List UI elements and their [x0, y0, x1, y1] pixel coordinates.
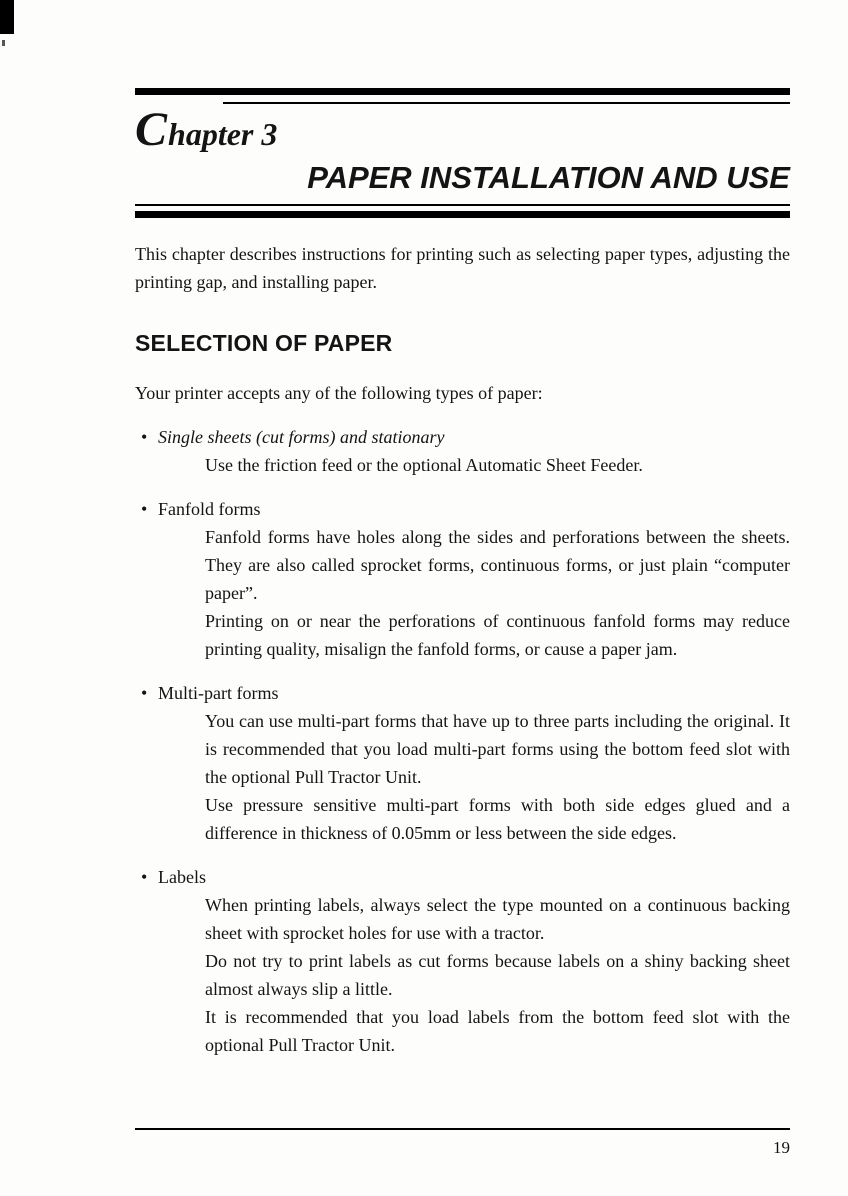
header-rule-thin-top — [223, 102, 790, 104]
list-item-paragraph: Fanfold forms have holes along the sides and perforations between the sheets. They are also called sprocket forms, continuous forms, or just plain “computer paper”. — [205, 526, 790, 603]
list-item-label: Multi-part forms — [158, 682, 279, 703]
list-item-label-line — [135, 495, 790, 523]
bullet-icon: • — [141, 498, 148, 519]
section-lead: Your printer accepts any of the following types of paper: — [135, 382, 543, 403]
list-item-paragraph: It is recommended that you load labels from the bottom feed slot with the optional Pull Tractor Unit. — [205, 1006, 790, 1055]
list-item-label: Fanfold forms — [158, 498, 261, 519]
list-item-paragraph: Printing on or near the perforations of continuous fanfold forms may reduce printing quality, misalign the fanfold forms, or cause a paper jam. — [205, 610, 790, 659]
list-item-single-sheets — [135, 423, 790, 479]
list-item-paragraph: Use the friction feed or the optional Automatic Sheet Feeder. — [205, 454, 643, 475]
header-rule-thin-bottom — [135, 204, 790, 206]
list-item-paragraph: When printing labels, always select the type mounted on a continuous backing sheet with sprocket holes for use with a tractor. — [205, 894, 790, 943]
intro-paragraph: This chapter describes instructions for printing such as selecting paper types, adjusting the printing gap, and installing paper. — [135, 243, 790, 292]
paper-type-list — [135, 423, 790, 1059]
footer-rule — [135, 1128, 790, 1130]
list-item-label: Single sheets (cut forms) and stationary — [158, 426, 445, 447]
list-item-fanfold-forms — [135, 495, 790, 663]
list-item-paragraph: Use pressure sensitive multi-part forms with both side edges glued and a difference in thickness of 0.05mm or less between the side edges. — [205, 794, 790, 843]
page-content — [135, 0, 790, 1059]
scan-artifact-mark — [0, 0, 14, 34]
list-item-label-line — [135, 679, 790, 707]
bullet-icon: • — [141, 426, 148, 447]
chapter-heading — [135, 103, 790, 156]
list-item-paragraph: Do not try to print labels as cut forms because labels on a shiny backing sheet almost always slip a little. — [205, 950, 790, 999]
list-item-multi-part-forms — [135, 679, 790, 847]
chapter-title: PAPER INSTALLATION AND USE — [307, 160, 790, 195]
bullet-icon: • — [141, 682, 148, 703]
section-heading: SELECTION OF PAPER — [135, 329, 393, 356]
list-item-label: Labels — [158, 866, 206, 887]
header-rule-top — [135, 88, 790, 95]
scan-artifact-dot — [2, 40, 5, 46]
header-rule-bottom — [135, 211, 790, 218]
page-number: 19 — [773, 1138, 790, 1157]
list-item-paragraph: You can use multi-part forms that have up to three parts including the original. It is recommended that you load multi-part forms using the bottom feed slot with the optional Pull Tractor Unit. — [205, 710, 790, 787]
list-item-label-line — [135, 423, 790, 451]
bullet-icon: • — [141, 866, 148, 887]
chapter-heading-text: hapter 3 — [168, 116, 278, 152]
list-item-labels — [135, 863, 790, 1059]
chapter-initial-letter: C — [135, 103, 169, 156]
list-item-label-line — [135, 863, 790, 891]
